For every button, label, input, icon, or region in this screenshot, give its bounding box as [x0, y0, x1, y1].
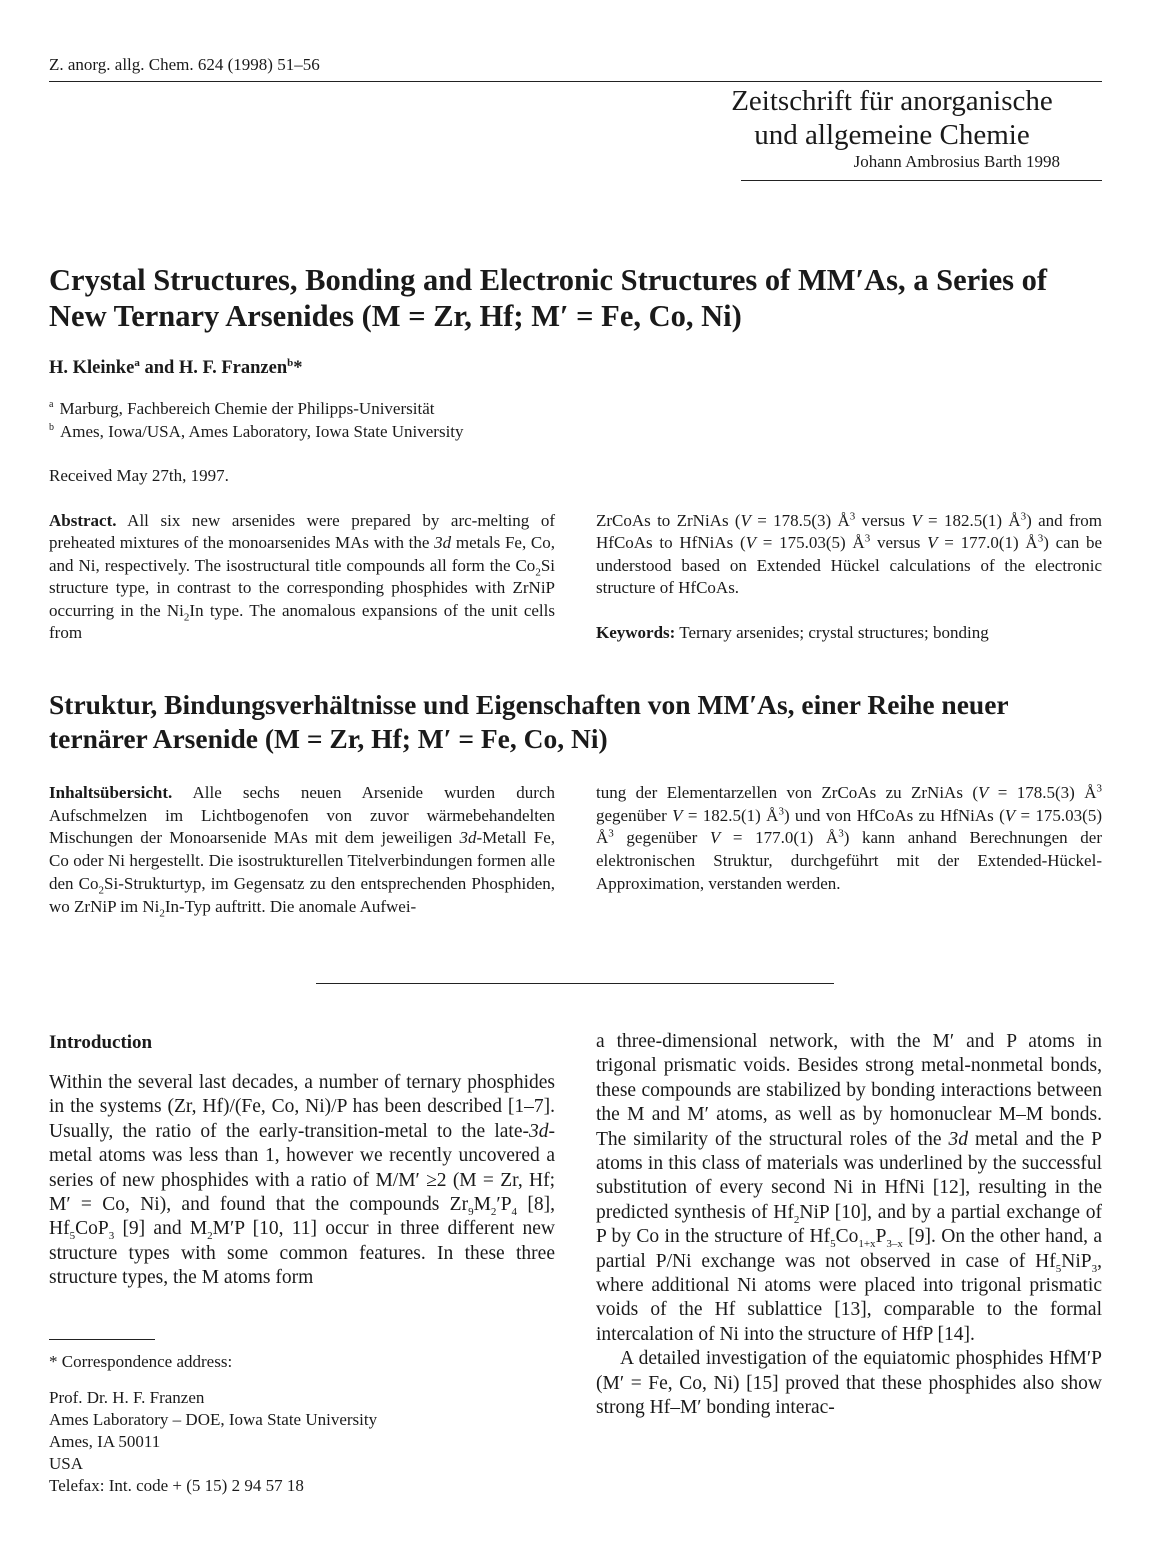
section-divider	[316, 983, 834, 984]
german-text: In-Typ auftritt. Die anomale Aufwei-	[164, 896, 417, 916]
superscript: 3	[1020, 510, 1027, 523]
volume-symbol: V	[927, 533, 938, 553]
journal-name-line1: Zeitschrift für anorganische	[731, 85, 1053, 117]
subscript: 2	[207, 1230, 213, 1243]
abstract-column-left	[49, 510, 555, 644]
affiliation-a-text: Marburg, Fachbereich Chemie der Philipps-Universität	[59, 399, 435, 418]
publisher: Johann Ambrosius Barth 1998	[853, 152, 1060, 171]
volume-symbol: V	[978, 783, 989, 802]
german-abstract-right	[596, 782, 1102, 896]
keywords-label: Keywords:	[596, 622, 676, 642]
body-text: ′	[496, 1194, 501, 1216]
volume-symbol: V	[672, 805, 683, 825]
body-text: -metal atoms was less than 1, however we recently uncovered a series of new phosphides with a ratio of M/M′ ≥2 (M = Zr, Hf; M′ = Co, Ni), and found that the compounds Zr	[49, 1120, 555, 1216]
body-italic: 3d	[948, 1128, 968, 1150]
authors	[49, 358, 303, 379]
body-text: NiP [10], and by a partial exchange of P by Co in the structure of Hf	[596, 1201, 1102, 1248]
abstract-text: Si structure type, in contrast to the corresponding phosphides with ZrNiP occurring in the Ni	[49, 555, 555, 620]
subscript: 3	[1091, 1262, 1098, 1275]
subscript: 9	[468, 1205, 474, 1218]
subscript: 2	[793, 1213, 800, 1226]
abstract-column-right	[596, 510, 1102, 644]
abstract-text: versus	[870, 533, 928, 553]
author-conjunction: and	[139, 358, 179, 378]
footnote-star: * Correspondence address:	[49, 1352, 233, 1371]
introduction-heading: Introduction	[49, 1032, 153, 1053]
keywords	[596, 622, 1102, 644]
body-text: [8], Hf	[49, 1194, 555, 1240]
subscript: 4	[511, 1205, 518, 1218]
body-text: M′P [10, 11] occur in three different new structure types with some common features. In these three structure types, the M atoms form	[49, 1218, 555, 1289]
subscript: 2	[98, 884, 105, 897]
author-1-mark: a	[134, 356, 140, 369]
subscript: 2	[535, 566, 541, 579]
abstract-italic: 3d	[434, 533, 452, 553]
body-text: CoP	[75, 1218, 109, 1240]
volume-symbol: V	[911, 511, 922, 530]
body-text: [9] and M	[114, 1218, 208, 1240]
footnote-line: Telefax: Int. code + (5 15) 2 94 57 18	[49, 1476, 304, 1495]
abstract-text: metals Fe, Co, and Ni, respectively. The isostructural title compounds all form the Co	[49, 533, 556, 575]
volume-symbol: V	[745, 533, 757, 553]
body-text: M	[473, 1194, 491, 1216]
german-text: -Metall Fe, Co oder Ni hergestellt. Die isostrukturellen Titelverbindungen formen alle den Co	[49, 828, 555, 893]
german-text: = 178.5(3) Å	[988, 783, 1097, 802]
german-text: Alle sechs neuen Arsenide wurden durch Aufschmelzen im Lichtbogenofen von zuvor wärmebehandelten Mischungen der Monoarsenide MAs mit dem jeweiligen	[49, 783, 555, 848]
volume-symbol: V	[1004, 805, 1016, 825]
superscript: 3	[864, 532, 871, 545]
body-text: metal and the P atoms in this class of materials was underlined by the successful substitution of every second Ni in HfNi [12], resulting in the predicted synthesis of Hf	[596, 1128, 1102, 1223]
german-text: = 175.03(5) Å	[596, 805, 1102, 848]
footnote-line: Ames Laboratory – DOE, Iowa State University	[49, 1410, 378, 1429]
body-text: , where additional Ni atoms were placed into trigonal prismatic voids of the Hf sublattice [13], comparable to the formal intercalation of Ni into the structure of HfP [14].	[596, 1250, 1102, 1345]
body-text: Co	[835, 1226, 859, 1248]
body-text: a three-dimensional network, with the M′ and P atoms in trigonal prismatic voids. Besides strong metal-nonmetal bonds, these compounds are stabilized by bonding interactions between the M and M′ atoms, as well as by homonuclear M–M bonds. The similarity of the structural roles of the	[596, 1031, 1102, 1150]
body-text: Within the several last decades, a number of ternary phosphides in the systems (Zr, Hf)/(Fe, Co, Ni)/P has been described [1–7]. Usually, the ratio of the early-transition-metal to the late-	[49, 1072, 555, 1142]
article-title: Crystal Structures, Bonding and Electronic Structures of MM′As, a Series of New Ternary Arsenides (M = Zr, Hf; M′ = Fe, Co, Ni)	[49, 263, 1048, 333]
abstract-text: = 178.5(3) Å	[750, 511, 850, 530]
abstract-text: versus	[855, 511, 912, 530]
abstract-label: Abstract.	[49, 511, 117, 530]
abstract-text: All six new arsenides were prepared by arc-melting of preheated mixtures of the monoarsenides MAs with the	[49, 511, 556, 553]
affiliation-a	[49, 399, 434, 419]
publisher-rule	[741, 180, 1102, 181]
german-text: = 177.0(1) Å	[720, 828, 839, 848]
subscript: 3	[108, 1230, 115, 1243]
header-rule	[49, 81, 1102, 82]
abstract-text: ) can be understood based on Extended Hückel calculations of the electronic structure of HfCoAs.	[596, 533, 1103, 598]
superscript: 3	[608, 827, 614, 840]
german-italic: 3d	[459, 828, 477, 848]
subscript: 1+x	[858, 1238, 876, 1251]
received-date: Received May 27th, 1997.	[49, 466, 229, 485]
german-title: Struktur, Bindungsverhältnisse und Eigenschaften von MM′As, einer Reihe neuer ternärer Arsenide (M = Zr, Hf; M′ = Fe, Co, Ni)	[49, 689, 1009, 754]
volume-symbol: V	[740, 511, 751, 530]
footnote-address	[49, 1387, 377, 1497]
body-paragraph	[596, 1030, 1102, 1347]
superscript: 3	[838, 827, 844, 840]
german-text: ) und von HfCoAs zu HfNiAs (	[783, 805, 1005, 825]
subscript: 2	[159, 906, 165, 919]
abstract-text: = 182.5(1) Å	[921, 511, 1021, 530]
abstract-text: = 177.0(1) Å	[937, 533, 1038, 553]
keywords-text: Ternary arsenides; crystal structures; bonding	[679, 622, 989, 642]
german-abstract-label: Inhaltsübersicht.	[49, 783, 173, 802]
subscript: 2	[183, 611, 190, 624]
affiliation-b	[49, 422, 464, 442]
affiliation-b-mark: b	[49, 422, 54, 434]
intro-column-left	[49, 1071, 555, 1291]
german-text: gegenüber	[613, 828, 710, 848]
german-text: Si-Strukturtyp, im Gegensatz zu den entsprechenden Phosphiden, wo ZrNiP im Ni	[49, 873, 556, 916]
author-1: H. Kleinke	[49, 358, 135, 378]
superscript: 3	[1096, 782, 1102, 795]
journal-name-line2: und allgemeine Chemie	[754, 119, 1030, 151]
body-text: P	[500, 1194, 512, 1216]
superscript: 3	[849, 510, 856, 523]
abstract-text: ZrCoAs to ZrNiAs (	[596, 511, 741, 530]
abstract-text: = 175.03(5) Å	[756, 533, 865, 553]
journal-name	[682, 84, 1102, 152]
german-abstract-left	[49, 782, 555, 918]
german-text: ) kann anhand Berechnungen der elektronischen Struktur, durchgeführt mit der Extended-Hückel-Approximation, verstanden werden.	[596, 828, 1102, 893]
footnote-line: Prof. Dr. H. F. Franzen	[49, 1388, 205, 1407]
subscript: 3–x	[886, 1238, 903, 1251]
superscript: 3	[778, 805, 784, 818]
body-italic: 3d	[529, 1120, 549, 1142]
subscript: 2	[490, 1205, 497, 1218]
author-2-star: *	[293, 358, 303, 378]
superscript: 3	[1037, 532, 1044, 545]
body-paragraph: A detailed investigation of the equiatomic phosphides HfM′P (M′ = Fe, Co, Ni) [15] proved that these phosphides also show strong Hf–M′ bonding interac-	[596, 1348, 1102, 1419]
affiliation-a-mark: a	[49, 399, 54, 411]
intro-column-right	[596, 1030, 1102, 1421]
author-2-mark: b	[287, 356, 294, 369]
footnote-line: Ames, IA 50011	[49, 1432, 161, 1451]
body-text: NiP	[1061, 1250, 1092, 1272]
affiliation-b-text: Ames, Iowa/USA, Ames Laboratory, Iowa State University	[60, 422, 464, 441]
journal-reference: Z. anorg. allg. Chem. 624 (1998) 51–56	[49, 55, 320, 74]
abstract-text: ) and from HfCoAs to HfNiAs (	[596, 511, 1102, 553]
german-text: gegenüber	[596, 805, 673, 825]
footnote-line: USA	[49, 1454, 84, 1473]
subscript: 5	[830, 1238, 836, 1251]
german-text: = 182.5(1) Å	[682, 805, 779, 825]
subscript: 5	[1055, 1262, 1062, 1275]
body-text: P	[875, 1226, 887, 1248]
body-text: [9]. On the other hand, a partial P/Ni exchange was not observed in case of Hf	[596, 1226, 1102, 1272]
subscript: 5	[69, 1230, 76, 1243]
volume-symbol: V	[709, 828, 721, 848]
abstract-text: In type. The anomalous expansions of the unit cells from	[49, 600, 555, 643]
footnote-rule	[49, 1339, 155, 1340]
author-2: H. F. Franzen	[178, 358, 288, 378]
german-text: tung der Elementarzellen von ZrCoAs zu ZrNiAs (	[596, 783, 978, 802]
